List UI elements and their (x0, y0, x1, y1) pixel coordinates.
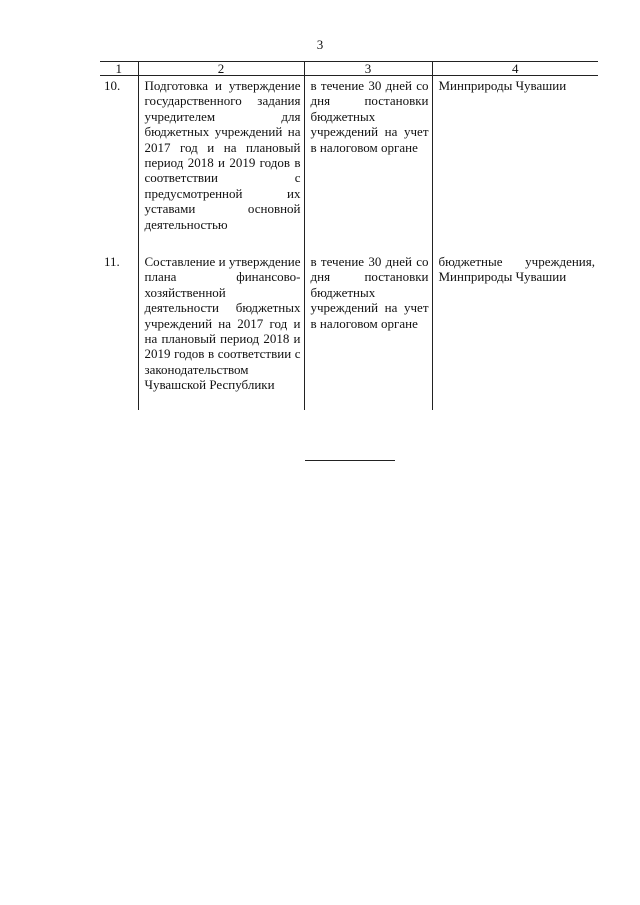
end-divider (305, 460, 395, 461)
table-row (100, 246, 598, 410)
table-body (100, 76, 598, 411)
column-number-4: 4 (432, 62, 598, 76)
responsible-party: Минприроды Чувашии (432, 76, 598, 247)
action-description: Подготовка и утверждение государственного задания учредителем для бюджетных учреждений на 2017 год и на плановый период 2018 и 2019 годов в соответствии с предусмотренной их уставами основной деятельностью (138, 76, 304, 247)
page-number: 3 (316, 37, 324, 52)
row-number: 11. (104, 254, 120, 269)
header-row (100, 62, 598, 76)
column-number-1: 1 (100, 62, 138, 76)
table-row (100, 76, 598, 247)
responsible-party: бюджетные учреждения, Минприроды Чувашии (432, 246, 598, 410)
column-number-3: 3 (304, 62, 432, 76)
deadline: в течение 30 дней со дня постановки бюджетных учреждений на учет в налоговом органе (304, 246, 432, 410)
action-description: Составление и утверждение плана финансово-хозяйственной деятельности бюджетных учреждений на 2017 год и на плановый период 2018 и 2019 годов в соответствии с законодательством Чувашской Республики (138, 246, 304, 410)
action-plan-table (100, 61, 598, 410)
deadline: в течение 30 дней со дня постановки бюджетных учреждений на учет в налоговом органе (304, 76, 432, 247)
row-number: 10. (104, 78, 121, 93)
column-number-2: 2 (138, 62, 304, 76)
table-header (100, 62, 598, 76)
